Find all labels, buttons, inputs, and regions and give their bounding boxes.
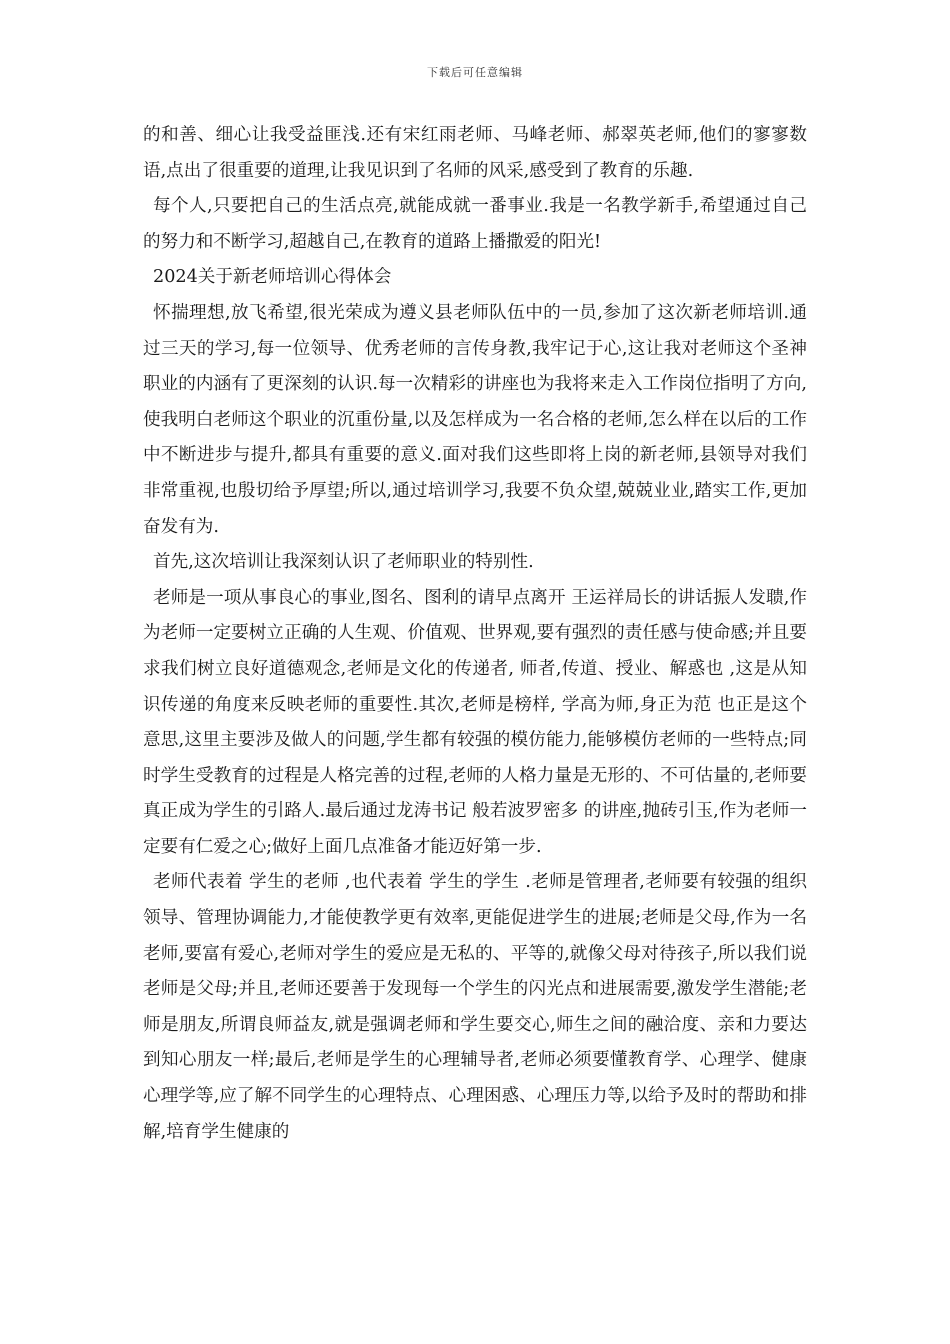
paragraph-1: 的和善、细心让我受益匪浅.还有宋红雨老师、马峰老师、郝翠英老师,他们的寥寥数语,点出了很重要的道理,让我见识到了名师的风采,感受到了教育的乐趣. (143, 125, 807, 181)
paragraph-3: 怀揣理想,放飞希望,很光荣成为遵义县老师队伍中的一员,参加了这次新老师培训.通过三天的学习,每一位领导、优秀老师的言传身教,我牢记于心,这让我对老师这个圣神职业的内涵有了更深刻的认识.每一次精彩的讲座也为我将来走入工作岗位指明了方向,使我明白老师这个职业的沉重份量,以及怎样成为一名合格的老师,怎么样在以后的工作中不断进步与提升,都具有重要的意义.面对我们这些即将上岗的新老师,县领导对我们非常重视,也殷切给予厚望;所以,通过培训学习,我要不负众望,兢兢业业,踏实工作,更加奋发有为. (143, 302, 807, 537)
paragraph-2: 每个人,只要把自己的生活点亮,就能成就一番事业.我是一名教学新手,希望通过自己的努力和不断学习,超越自己,在教育的道路上播撒爱的阳光! (143, 196, 807, 252)
paragraph-6: 老师代表着 学生的老师 ,也代表着 学生的学生 .老师是管理者,老师要有较强的组织领导、管理协调能力,才能使教学更有效率,更能促进学生的进展;老师是父母,作为一名老师,要富有爱心,老师对学生的爱应是无私的、平等的,就像父母对待孩子,所以我们说老师是父母;并且,老师还要善于发现每一个学生的闪光点和进展需要,激发学生潜能;老师是朋友,所谓良师益友,就是强调老师和学生要交心,师生之间的融洽度、亲和力要达到知心朋友一样;最后,老师是学生的心理辅导者,老师必须要懂教育学、心理学、健康心理学等,应了解不同学生的心理特点、心理困惑、心理压力等,以给予及时的帮助和排解,培育学生健康的 (143, 872, 807, 1142)
section-title: 2024关于新老师培训心得体会 (153, 267, 392, 288)
page-header: 下载后可任意编辑 (427, 66, 523, 79)
paragraph-4: 首先,这次培训让我深刻认识了老师职业的特别性. (153, 552, 534, 573)
document-body (143, 118, 807, 1150)
paragraph-5: 老师是一项从事良心的事业,图名、图利的请早点离开 王运祥局长的讲话振人发聩,作为老师一定要树立正确的人生观、价值观、世界观,要有强烈的责任感与使命感;并且要求我们树立良好道德观念,老师是文化的传递者, 师者,传道、授业、解惑也 ,这是从知识传递的角度来反映老师的重要性.其次,老师是榜样, 学高为师,身正为范 也正是这个意思,这里主要涉及做人的问题,学生都有较强的模仿能力,能够模仿老师的一些特点;同时学生受教育的过程是人格完善的过程,老师的人格力量是无形的、不可估量的,老师要真正成为学生的引路人.最后通过龙涛书记 般若波罗密多 的讲座,抛砖引玉,作为老师一定要有仁爱之心;做好上面几点准备才能迈好第一步. (143, 587, 807, 857)
